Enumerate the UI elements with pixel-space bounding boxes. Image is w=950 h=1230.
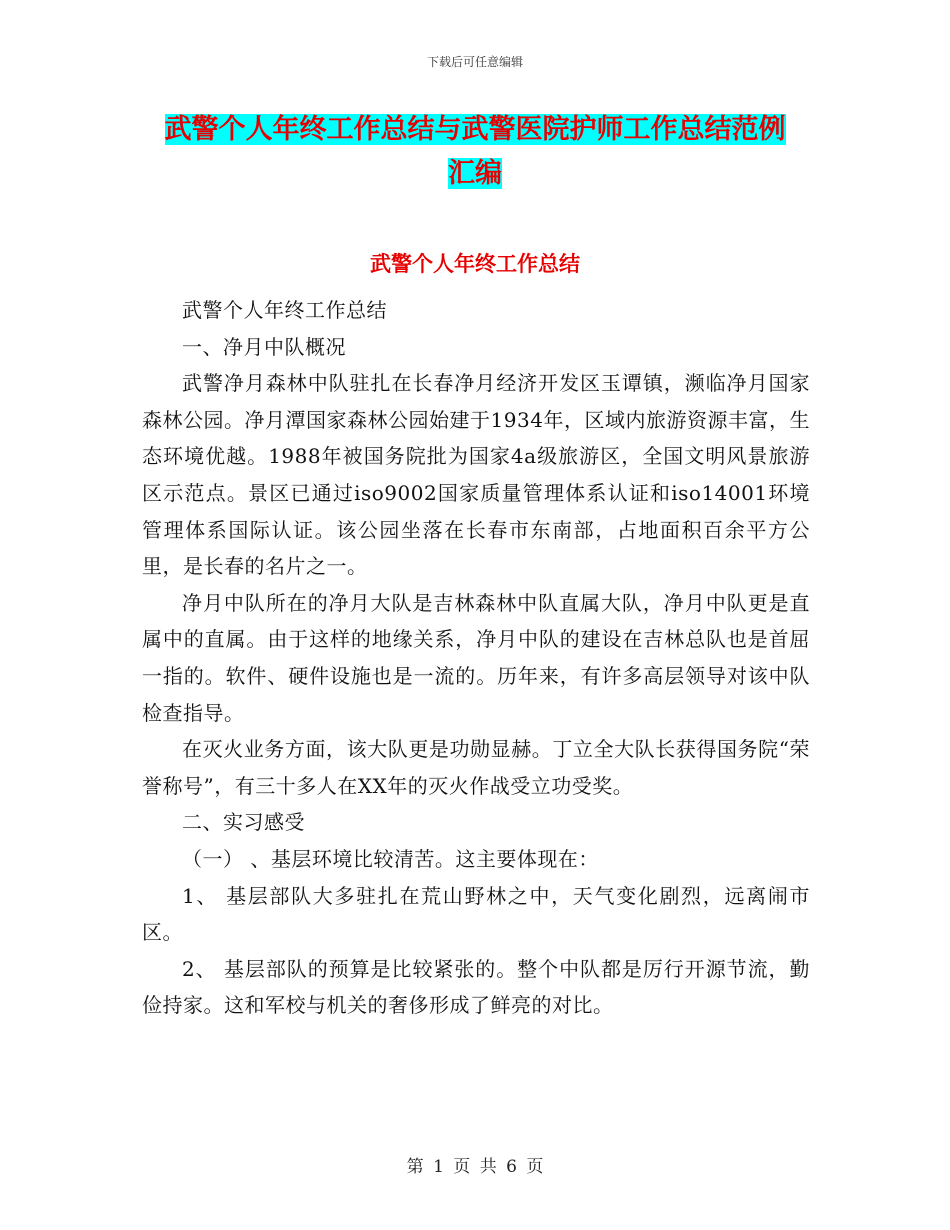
- paragraph: 净月中队所在的净月大队是吉林森林中队直属大队，净月中队更是直属中的直属。由于这样的地缘关系，净月中队的建设在吉林总队也是首屈一指的。软件、硬件设施也是一流的。历年来，有许多高层领导对该中队检查指导。: [142, 590, 810, 725]
- document-body: [142, 292, 810, 1024]
- paragraph: 武警净月森林中队驻扎在长春净月经济开发区玉谭镇，濒临净月国家森林公园。净月潭国家森林公园始建于1934年，区域内旅游资源丰富，生态环境优越。1988年被国务院批为国家4a级旅游区，全国文明风景旅游区示范点。景区已通过iso9002国家质量管理体系认证和iso14001环境管理体系国际认证。该公园坐落在长春市东南部，占地面积百余平方公里，是长春的名片之一。: [142, 371, 810, 579]
- paragraph: 在灭火业务方面，该大队更是功勋显赫。丁立全大队长获得国务院“荣誉称号”，有三十多人在XX年的灭火作战受立功受奖。: [142, 737, 810, 798]
- title-line-1: 武警个人年终工作总结与武警医院护师工作总结范例: [164, 114, 786, 145]
- paragraph: 二、实习感受: [182, 810, 305, 835]
- paragraph: （一） 、基层环境比较清苦。这主要体现在：: [182, 846, 599, 871]
- page-footer: 第 1 页 共 6 页: [406, 1157, 544, 1177]
- paragraph: 武警个人年终工作总结: [182, 298, 387, 322]
- paragraph: 1、 基层部队大多驻扎在荒山野林之中，天气变化剧烈，远离闹市区。: [142, 883, 810, 945]
- paragraph: 一、净月中队概况: [182, 334, 346, 359]
- document-title: [140, 108, 810, 196]
- header-note: 下载后可任意编辑: [426, 55, 523, 69]
- paragraph: 2、 基层部队的预算是比较紧张的。整个中队都是厉行开源节流，勤俭持家。这和军校与机关的奢侈形成了鲜亮的对比。: [142, 956, 810, 1018]
- section-title: 武警个人年终工作总结: [370, 252, 580, 276]
- title-line-2: 汇编: [448, 158, 502, 189]
